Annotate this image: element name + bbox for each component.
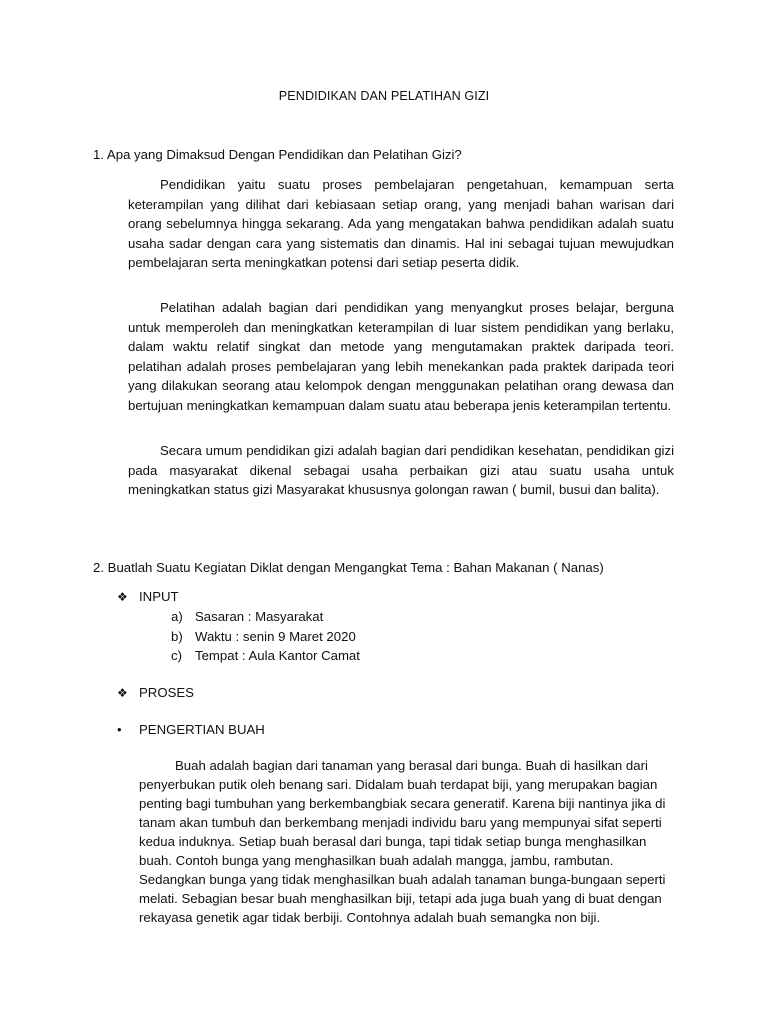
input-list [171,607,360,666]
section2-heading: 2. Buatlah Suatu Kegiatan Diklat dengan Mengangkat Tema : Bahan Makanan ( Nanas) [93,560,604,575]
list-marker: c) [171,648,182,664]
diamond-bullet-icon: ❖ [117,589,128,604]
list-item-text: Sasaran : Masyarakat [195,609,324,624]
list-marker: b) [171,628,183,644]
input-bullet [117,589,179,604]
section1-paragraph-2: Pelatihan adalah bagian dari pendidikan yang menyangkut proses belajar, berguna untuk memperoleh dan meningkatkan keterampilan di luar sistem pendidikan yang berlaku, dalam waktu relatif singkat dan metode yang mengutamakan praktek daripada teori. pelatihan adalah proses pembelajaran yang lebih menekankan pada praktek daripada teori yang dilakukan seorang atau kelompok dengan menggunakan pelatihan orang dewasa dan bertujuan meningkatkan kemampuan dalam suatu atau beberapa jenis keterampilan tertentu. [128,300,674,413]
list-item-text: Tempat : Aula Kantor Camat [195,648,360,664]
section1-paragraph-1: Pendidikan yaitu suatu proses pembelajaran pengetahuan, kemampuan serta keterampilan yang dilihat dari kebiasaan setiap orang, yang menjadi bahan warisan dari orang sebelumnya hingga sekarang. Ada yang mengatakan bahwa pendidikan adalah suatu usaha sadar dengan cara yang sistematis dan dinamis. Hal ini sebagai tujuan mewujudkan pembelajaran serta meningkatkan potensi dari setiap peserta didik. [128,177,674,271]
list-marker: a) [171,609,183,624]
pengertian-label: PENGERTIAN BUAH [139,722,265,737]
section1-heading: 1. Apa yang Dimaksud Dengan Pendidikan dan Pelatihan Gizi? [93,147,462,162]
proses-bullet [117,685,194,700]
list-item [171,627,360,647]
pengertian-bullet [117,722,265,737]
pengertian-paragraph: Buah adalah bagian dari tanaman yang berasal dari bunga. Buah di hasilkan dari penyerbukan putik oleh benang sari. Didalam buah terdapat biji, yang merupakan bagian penting bagi tumbuhan yang berkembangbiak secara generatif. Karena biji nantinya jika di tanam akan tumbuh dan berkembang menjadi individu baru yang mempunyai sifat seperti kedua induknya. Setiap buah berasal dari bunga, tapi tidak setiap bunga menghasilkan buah. Contoh bunga yang menghasilkan buah adalah mangga, jambu, rambutan. Sedangkan bunga yang tidak menghasilkan buah adalah tanaman bunga-bungaan seperti melati. Sebagian besar buah menghasilkan biji, tetapi ada juga buah yang di buat dengan rekayasa genetik agar tidak berbiji. Contohnya adalah buah semangka non biji. [139,758,666,925]
list-item [171,646,360,666]
proses-label: PROSES [139,685,194,700]
diamond-bullet-icon: ❖ [117,685,128,700]
document-title: PENDIDIKAN DAN PELATIHAN GIZI [278,89,490,103]
dot-bullet-icon: • [117,722,122,737]
list-item [171,607,360,627]
input-label: INPUT [139,589,179,604]
section1-paragraph-3: Secara umum pendidikan gizi adalah bagian dari pendidikan kesehatan, pendidikan gizi pada masyarakat dikenal sebagai usaha perbaikan gizi atau suatu usaha untuk meningkatkan status gizi Masyarakat khususnya golongan rawan ( bumil, busui dan balita). [128,443,674,498]
list-item-text: Waktu : senin 9 Maret 2020 [195,628,356,644]
